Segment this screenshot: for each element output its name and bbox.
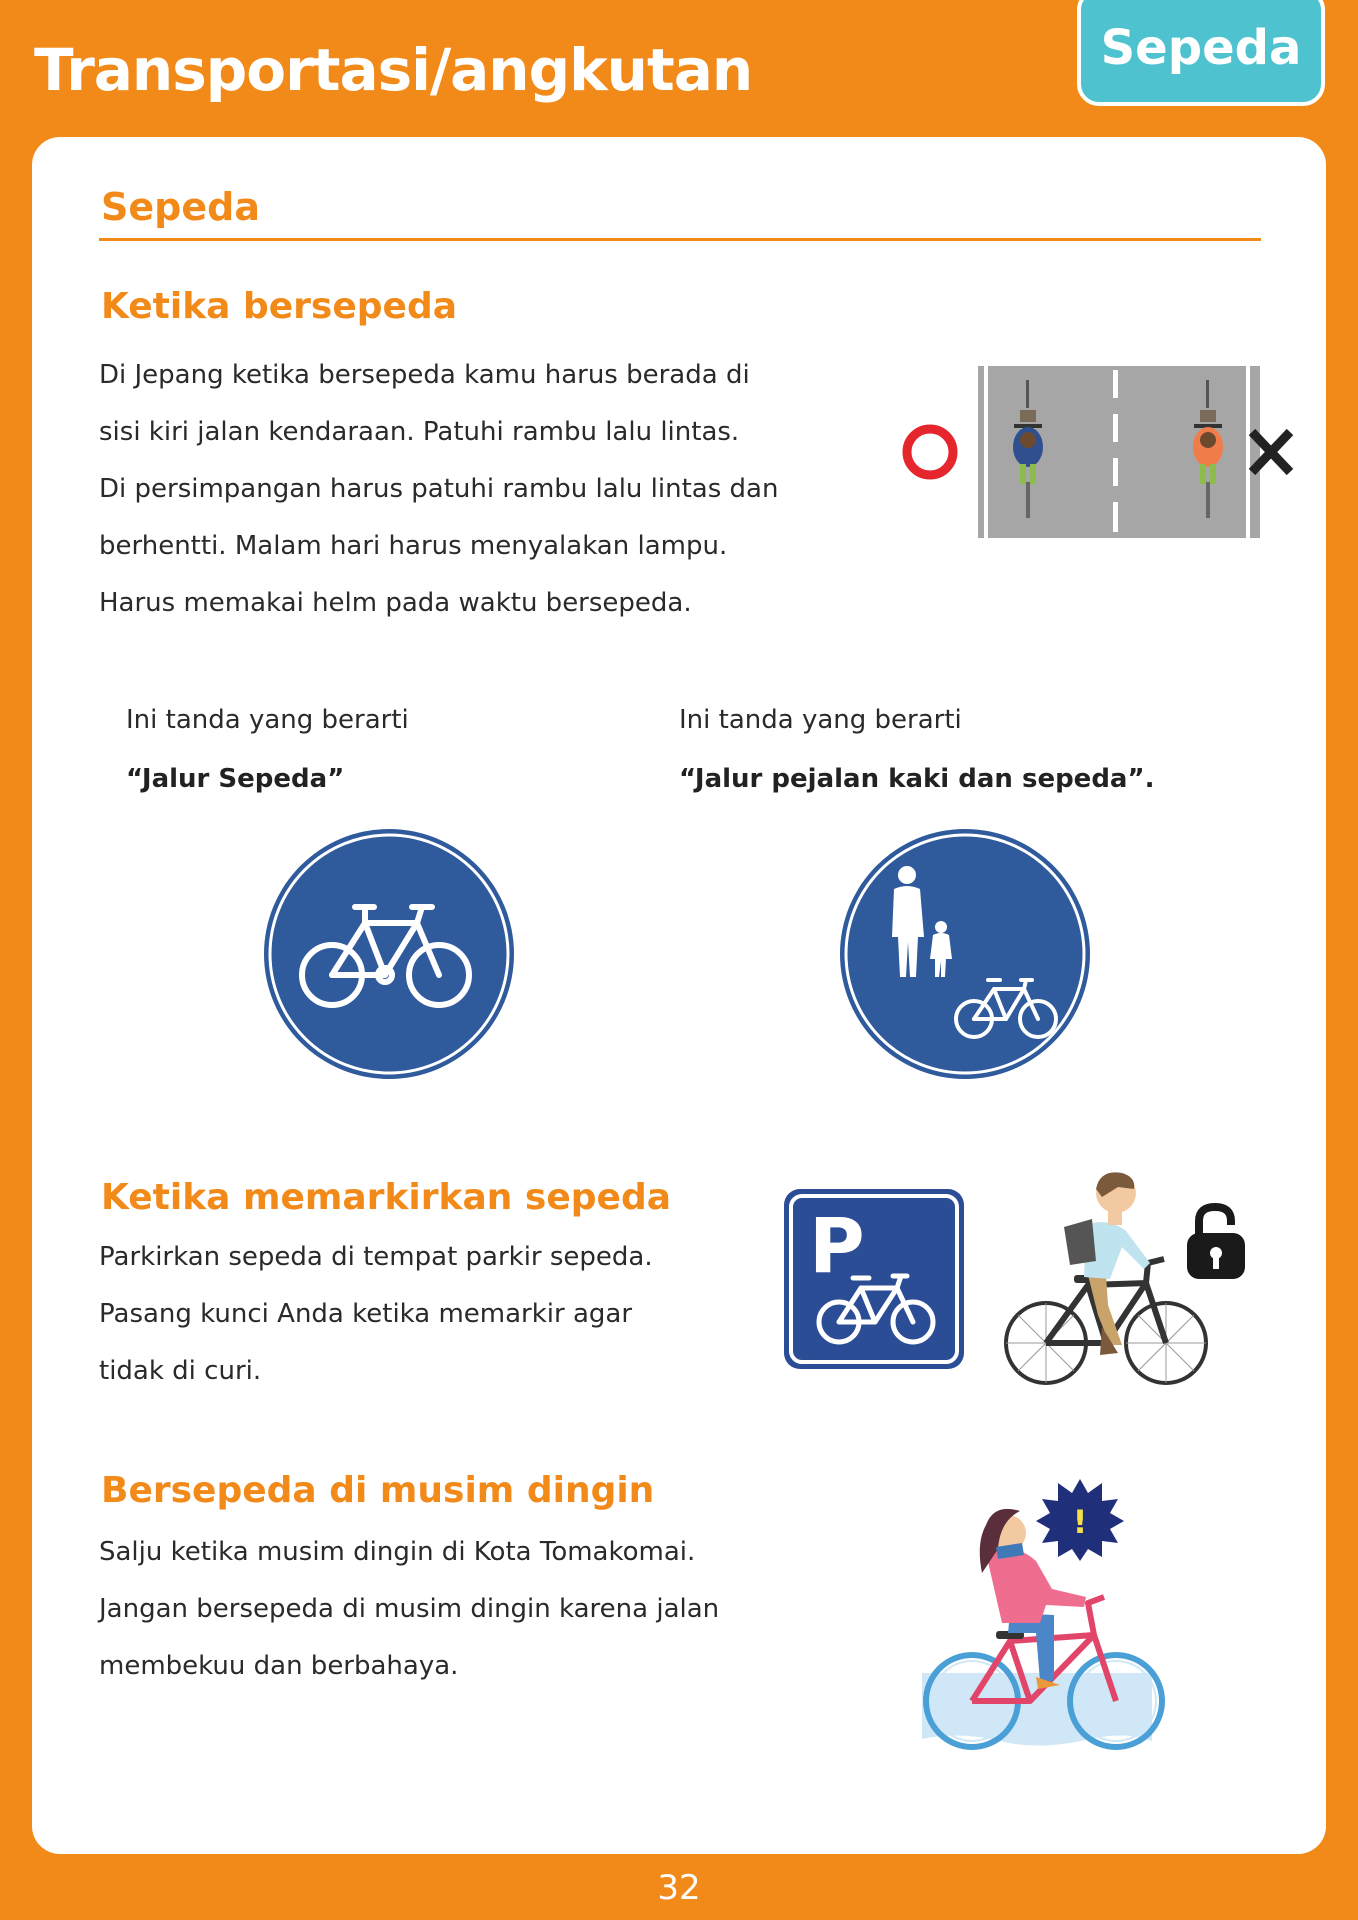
page-number: 32 xyxy=(657,1868,701,1908)
road-illustration xyxy=(900,362,1310,542)
riding-line: berhentti. Malam hari harus menyalakan lampu. xyxy=(99,531,728,561)
sign-meaning: “Jalur Sepeda” xyxy=(126,764,345,794)
parking-sign-letter: P xyxy=(809,1201,865,1290)
pedestrian-bicycle-lane-sign-icon xyxy=(838,827,1092,1081)
content-card xyxy=(32,137,1326,1854)
sign-caption: Ini tanda yang berarti xyxy=(126,705,409,735)
parking-line: Pasang kunci Anda ketika memarkir agar xyxy=(99,1299,633,1329)
warning-mark: ! xyxy=(1072,1503,1088,1541)
riding-line: Harus memakai helm pada waktu bersepeda. xyxy=(99,588,692,618)
winter-line: Jangan bersepeda di musim dingin karena jalan xyxy=(99,1594,720,1624)
winter-line: Salju ketika musim dingin di Kota Tomakomai. xyxy=(99,1537,696,1567)
category-tab-label: Sepeda xyxy=(1100,20,1302,76)
riding-line: Di persimpangan harus patuhi rambu lalu lintas dan xyxy=(99,474,779,504)
parking-line: tidak di curi. xyxy=(99,1356,262,1386)
sign-caption: Ini tanda yang berarti xyxy=(679,705,962,735)
circle-correct-icon xyxy=(907,429,953,475)
winter-line: membekuu dan berbahaya. xyxy=(99,1651,459,1681)
section-title: Sepeda xyxy=(101,185,260,229)
bicycle-lane-sign-icon xyxy=(262,827,516,1081)
winter-text xyxy=(99,1524,719,1695)
sign-meaning: “Jalur pejalan kaki dan sepeda”. xyxy=(679,764,1155,794)
section-divider xyxy=(99,238,1261,241)
parking-heading: Ketika memarkirkan sepeda xyxy=(101,1177,672,1218)
winter-heading: Bersepeda di musim dingin xyxy=(101,1470,655,1511)
winter-cyclist-illustration xyxy=(890,1473,1190,1763)
riding-line: Di Jepang ketika bersepeda kamu harus berada di xyxy=(99,360,750,390)
bicycle-parking-sign-icon xyxy=(783,1188,965,1370)
category-tab xyxy=(1077,0,1325,106)
riding-heading: Ketika bersepeda xyxy=(101,286,458,327)
warning-burst-icon xyxy=(1036,1479,1124,1561)
parking-text xyxy=(99,1229,653,1400)
page-title: Transportasi/angkutan xyxy=(34,36,753,104)
riding-text xyxy=(99,347,778,632)
riding-line: sisi kiri jalan kendaraan. Patuhi rambu lalu lintas. xyxy=(99,417,740,447)
unlocked-padlock-icon xyxy=(1185,1201,1249,1283)
parking-line: Parkirkan sepeda di tempat parkir sepeda. xyxy=(99,1242,653,1272)
